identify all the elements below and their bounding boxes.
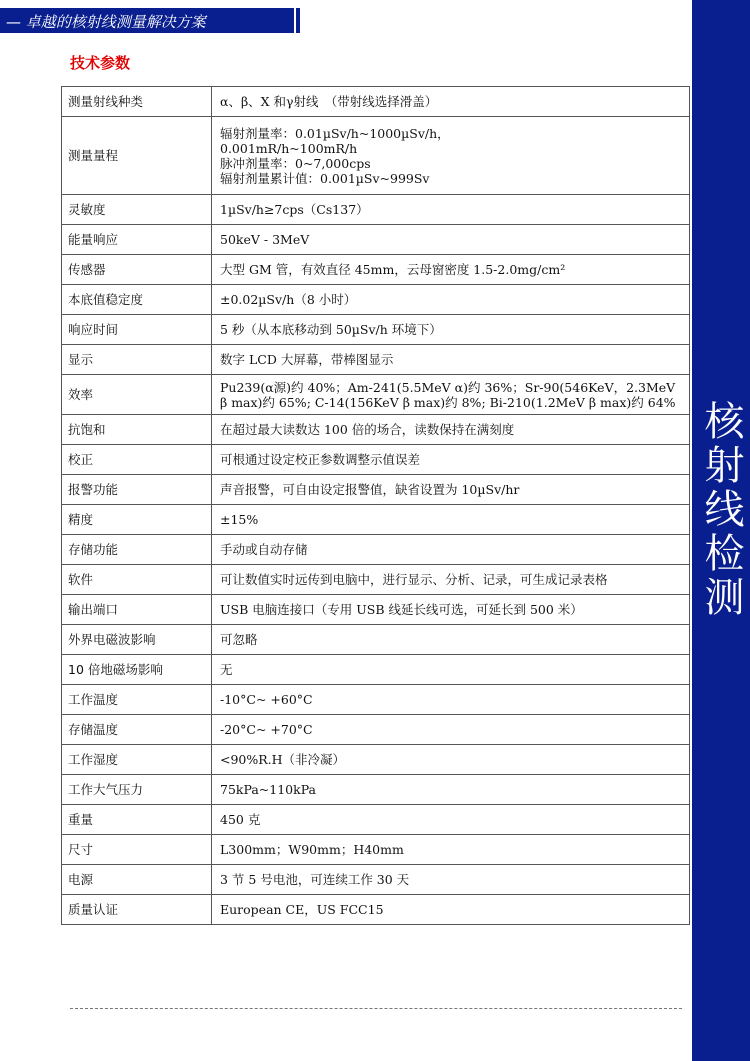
spec-value bbox=[212, 595, 690, 625]
spec-row bbox=[62, 475, 690, 505]
spec-key: 外界电磁波影响 bbox=[62, 625, 212, 655]
spec-row bbox=[62, 415, 690, 445]
spec-key: 重量 bbox=[62, 805, 212, 835]
spec-value bbox=[212, 685, 690, 715]
spec-row bbox=[62, 805, 690, 835]
spec-row bbox=[62, 655, 690, 685]
spec-row bbox=[62, 87, 690, 117]
spec-key: 响应时间 bbox=[62, 315, 212, 345]
spec-key: 抗饱和 bbox=[62, 415, 212, 445]
spec-row bbox=[62, 535, 690, 565]
spec-key: 测量量程 bbox=[62, 117, 212, 195]
spec-value-line: 可根通过设定校正参数调整示值误差 bbox=[220, 452, 421, 467]
spec-value bbox=[212, 195, 690, 225]
footer-divider bbox=[70, 1008, 682, 1009]
spec-value-line: European CE，US FCC15 bbox=[220, 902, 384, 917]
spec-value-line: 大型 GM 管，有效直径 45mm，云母窗密度 1.5-2.0mg/cm² bbox=[220, 262, 566, 277]
spec-key: 效率 bbox=[62, 375, 212, 415]
spec-value bbox=[212, 715, 690, 745]
spec-value bbox=[212, 375, 690, 415]
spec-value-line: -20°C~ +70°C bbox=[220, 722, 313, 737]
spec-row bbox=[62, 775, 690, 805]
spec-key: 工作大气压力 bbox=[62, 775, 212, 805]
spec-value-line: 可忽略 bbox=[220, 632, 258, 647]
spec-value bbox=[212, 225, 690, 255]
spec-value-line: 可让数值实时远传到电脑中，进行显示、分析、记录，可生成记录表格 bbox=[220, 572, 608, 587]
spec-table bbox=[61, 86, 690, 925]
header-bar bbox=[0, 8, 294, 33]
spec-value bbox=[212, 865, 690, 895]
spec-key: 工作湿度 bbox=[62, 745, 212, 775]
spec-row bbox=[62, 375, 690, 415]
spec-key: 软件 bbox=[62, 565, 212, 595]
spec-value-line: 手动或自动存储 bbox=[220, 542, 308, 557]
spec-key: 报警功能 bbox=[62, 475, 212, 505]
spec-value-line: 1µSv/h≥7cps（Cs137） bbox=[220, 202, 369, 217]
spec-key: 10 倍地磁场影响 bbox=[62, 655, 212, 685]
spec-row bbox=[62, 625, 690, 655]
spec-row bbox=[62, 595, 690, 625]
spec-value-line: Pu239(α源)约 40%；Am-241(5.5MeV α)约 36%；Sr-90(546KeV，2.3MeV bbox=[220, 379, 676, 395]
spec-value bbox=[212, 535, 690, 565]
spec-value-line: 450 克 bbox=[220, 812, 261, 827]
spec-value bbox=[212, 505, 690, 535]
side-band-title: 核射线检测 bbox=[698, 400, 744, 620]
spec-value bbox=[212, 475, 690, 505]
spec-value-line: 辐射剂量率：0.01µSv/h~1000µSv/h， bbox=[220, 125, 450, 141]
spec-value-line: 脉冲剂量率：0~7,000cps bbox=[220, 155, 371, 171]
spec-value bbox=[212, 415, 690, 445]
spec-row bbox=[62, 285, 690, 315]
spec-value bbox=[212, 87, 690, 117]
spec-value-line: 辐射剂量累计值：0.001µSv~999Sv bbox=[220, 170, 430, 186]
spec-key: 传感器 bbox=[62, 255, 212, 285]
spec-value-line: 50keV - 3MeV bbox=[220, 232, 310, 247]
header-title: — 卓越的核射线测量解决方案 bbox=[6, 13, 206, 31]
spec-row bbox=[62, 117, 690, 195]
spec-value bbox=[212, 285, 690, 315]
spec-row bbox=[62, 685, 690, 715]
spec-value bbox=[212, 445, 690, 475]
spec-value-line: ±0.02µSv/h（8 小时） bbox=[220, 292, 357, 307]
spec-row bbox=[62, 835, 690, 865]
spec-value bbox=[212, 655, 690, 685]
spec-value-line: <90%R.H（非冷凝） bbox=[220, 752, 346, 767]
spec-key: 能量响应 bbox=[62, 225, 212, 255]
spec-row bbox=[62, 225, 690, 255]
spec-value-line: α、β、X 和γ射线 （带射线选择滑盖） bbox=[220, 94, 438, 109]
spec-value bbox=[212, 255, 690, 285]
spec-value bbox=[212, 565, 690, 595]
spec-value-line: ±15% bbox=[220, 512, 259, 527]
spec-table-body bbox=[62, 87, 690, 925]
spec-row bbox=[62, 505, 690, 535]
spec-value-line: β max)约 65%; C-14(156KeV β max)约 8%; Bi-210(1.2MeV β max)约 64% bbox=[220, 394, 676, 410]
spec-row bbox=[62, 715, 690, 745]
spec-value bbox=[212, 745, 690, 775]
spec-key: 输出端口 bbox=[62, 595, 212, 625]
spec-row bbox=[62, 565, 690, 595]
side-band bbox=[692, 0, 750, 1061]
spec-value bbox=[212, 895, 690, 925]
spec-row bbox=[62, 345, 690, 375]
spec-value bbox=[212, 345, 690, 375]
spec-value-line: 无 bbox=[220, 662, 233, 677]
spec-key: 显示 bbox=[62, 345, 212, 375]
spec-value bbox=[212, 805, 690, 835]
spec-value-line: USB 电脑连接口（专用 USB 线延长线可选，可延长到 500 米） bbox=[220, 602, 583, 617]
spec-row bbox=[62, 895, 690, 925]
spec-value-line: 0.001mR/h~100mR/h bbox=[220, 140, 358, 156]
spec-value-line: 3 节 5 号电池，可连续工作 30 天 bbox=[220, 872, 410, 887]
spec-key: 工作温度 bbox=[62, 685, 212, 715]
spec-value-line: 数字 LCD 大屏幕，带棒图显示 bbox=[220, 352, 394, 367]
spec-key: 测量射线种类 bbox=[62, 87, 212, 117]
spec-value-line: 声音报警，可自由设定报警值，缺省设置为 10µSv/hr bbox=[220, 482, 520, 497]
spec-row bbox=[62, 865, 690, 895]
spec-row bbox=[62, 255, 690, 285]
spec-value bbox=[212, 625, 690, 655]
spec-value-line: 在超过最大读数达 100 倍的场合，读数保持在满刻度 bbox=[220, 422, 515, 437]
spec-value-line: L300mm；W90mm；H40mm bbox=[220, 842, 404, 857]
spec-value bbox=[212, 117, 690, 195]
spec-value bbox=[212, 315, 690, 345]
spec-key: 存储温度 bbox=[62, 715, 212, 745]
spec-row bbox=[62, 745, 690, 775]
spec-key: 精度 bbox=[62, 505, 212, 535]
spec-value-line: 75kPa~110kPa bbox=[220, 782, 316, 797]
spec-key: 校正 bbox=[62, 445, 212, 475]
spec-key: 存储功能 bbox=[62, 535, 212, 565]
spec-row bbox=[62, 445, 690, 475]
spec-key: 尺寸 bbox=[62, 835, 212, 865]
spec-value-line: 5 秒（从本底移动到 50µSv/h 环境下） bbox=[220, 322, 442, 337]
spec-row bbox=[62, 195, 690, 225]
spec-value bbox=[212, 775, 690, 805]
section-title: 技术参数 bbox=[70, 54, 131, 72]
spec-value-line: -10°C~ +60°C bbox=[220, 692, 313, 707]
spec-key: 本底值稳定度 bbox=[62, 285, 212, 315]
spec-key: 质量认证 bbox=[62, 895, 212, 925]
spec-key: 电源 bbox=[62, 865, 212, 895]
spec-row bbox=[62, 315, 690, 345]
spec-key: 灵敏度 bbox=[62, 195, 212, 225]
spec-value bbox=[212, 835, 690, 865]
